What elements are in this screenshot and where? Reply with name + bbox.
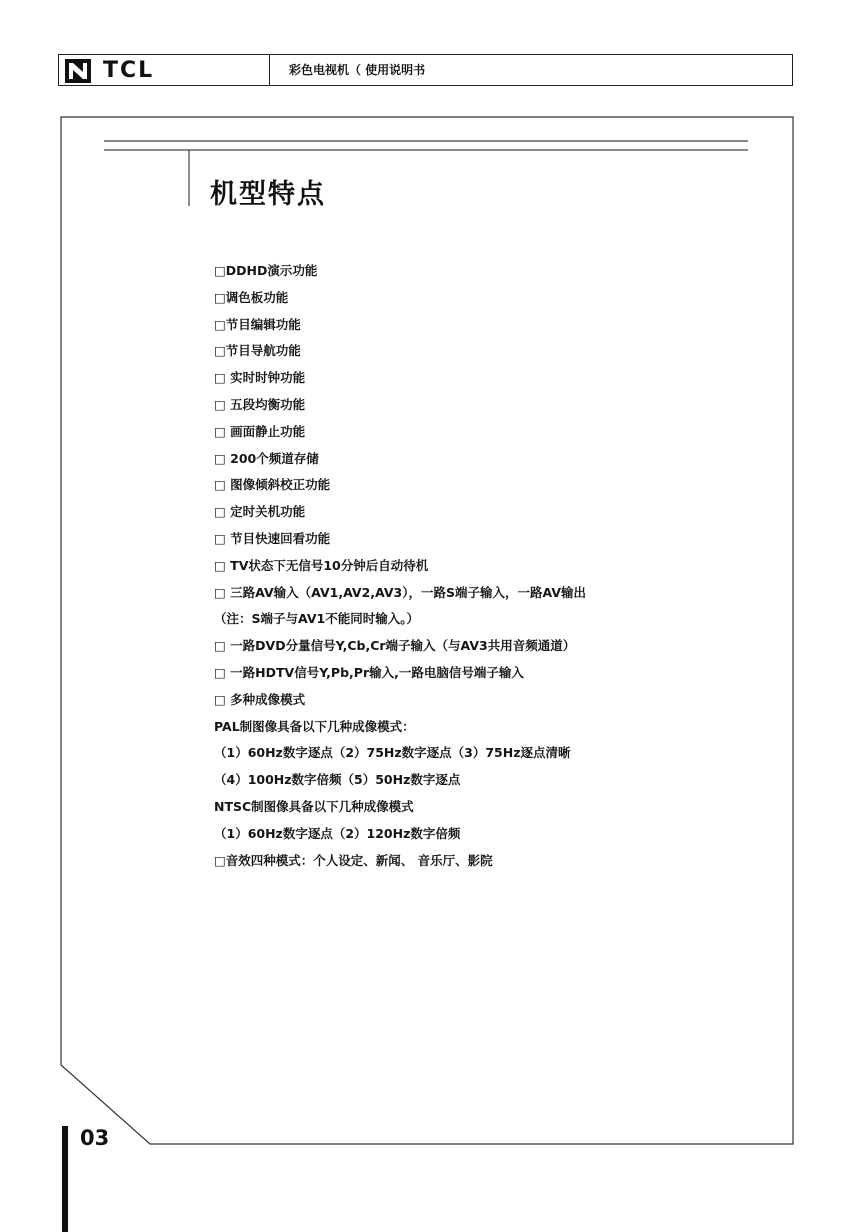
feature-item: □ 画面静止功能 bbox=[214, 423, 306, 439]
feature-item: □ TV状态下无信号10分钟后自动待机 bbox=[214, 557, 429, 573]
feature-subtext: （1）60Hz数字逐点（2）120Hz数字倍频 bbox=[214, 825, 461, 841]
feature-item: □ 图像倾斜校正功能 bbox=[214, 477, 331, 493]
feature-item: □ 一路HDTV信号Y,Pb,Pr输入,一路电脑信号端子输入 bbox=[214, 664, 524, 680]
page-number: 03 bbox=[80, 1126, 110, 1150]
feature-subtext: （1）60Hz数字逐点（2）75Hz数字逐点（3）75Hz逐点清晰 bbox=[214, 745, 571, 761]
feature-item: □节目编辑功能 bbox=[214, 316, 301, 332]
feature-item: □ 三路AV输入（AV1,AV2,AV3），一路S端子输入，一路AV输出 bbox=[214, 584, 587, 600]
feature-subtext: （4）100Hz数字倍频（5）50Hz数字逐点 bbox=[214, 772, 461, 788]
feature-item: □ 定时关机功能 bbox=[214, 504, 306, 520]
feature-item: □ 节目快速回看功能 bbox=[214, 530, 331, 546]
feature-item: □调色板功能 bbox=[214, 289, 289, 305]
feature-list bbox=[214, 258, 774, 874]
feature-item: □节目导航功能 bbox=[214, 343, 301, 359]
feature-item: □ 多种成像模式 bbox=[214, 691, 306, 707]
feature-item: □DDHD演示功能 bbox=[214, 263, 318, 278]
feature-subtext: NTSC制图像具备以下几种成像模式 bbox=[214, 798, 414, 814]
feature-item: □ 实时时钟功能 bbox=[214, 370, 306, 386]
feature-item: □ 一路DVD分量信号Y,Cb,Cr端子输入（与AV3共用音频通道） bbox=[214, 638, 576, 654]
feature-item: □音效四种模式：个人设定、新闻、 音乐厅、影院 bbox=[214, 852, 493, 868]
feature-note: （注：S端子与AV1不能同时输入。） bbox=[214, 611, 419, 627]
feature-item: □ 200个频道存储 bbox=[214, 450, 319, 466]
page-number-bar bbox=[62, 1126, 68, 1232]
section-title: 机型特点 bbox=[210, 179, 326, 210]
brand-name: TCL bbox=[103, 58, 155, 83]
manual-title: 彩色电视机（ 使用说明书 bbox=[289, 63, 426, 77]
feature-item: □ 五段均衡功能 bbox=[214, 396, 306, 412]
feature-subtext: PAL制图像具备以下几种成像模式： bbox=[214, 718, 415, 734]
